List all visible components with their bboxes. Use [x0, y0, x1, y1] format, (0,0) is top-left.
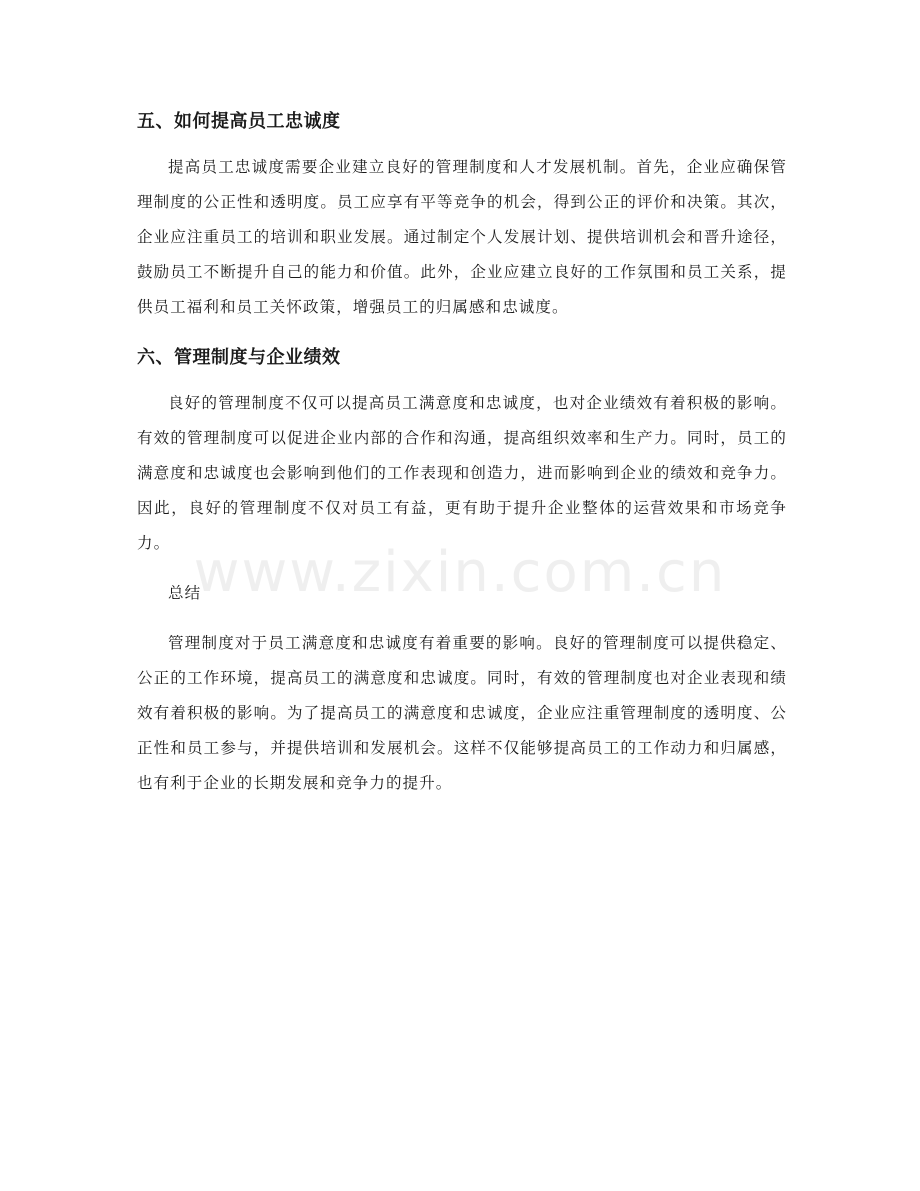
section-heading-performance: 六、管理制度与企业绩效	[137, 347, 341, 368]
section-paragraph-loyalty: 提高员工忠诚度需要企业建立良好的管理制度和人才发展机制。首先，企业应确保管理制度的公正性和透明度。员工应享有平等竞争的机会，得到公正的评价和决策。其次，企业应注重员工的培训和职业发展。通过制定个人发展计划、提供培训机会和晋升途径，鼓励员工不断提升自己的能力和价值。此外，企业应建立良好的工作氛围和员工关系，提供员工福利和员工关怀政策，增强员工的归属感和忠诚度。	[137, 158, 787, 316]
section-heading-loyalty: 五、如何提高员工忠诚度	[137, 111, 341, 132]
watermark: www.zixin.com.cn	[193, 540, 727, 605]
summary-label: 总结	[168, 584, 202, 602]
document-page	[137, 104, 787, 816]
section-paragraph-performance: 良好的管理制度不仅可以提高员工满意度和忠诚度，也对企业绩效有着积极的影响。有效的管理制度可以促进企业内部的合作和沟通，提高组织效率和生产力。同时，员工的满意度和忠诚度也会影响到他们的工作表现和创造力，进而影响到企业的绩效和竞争力。因此，良好的管理制度不仅对员工有益，更有助于提升企业整体的运营效果和市场竞争力。	[137, 394, 787, 552]
summary-paragraph: 管理制度对于员工满意度和忠诚度有着重要的影响。良好的管理制度可以提供稳定、公正的工作环境，提高员工的满意度和忠诚度。同时，有效的管理制度也对企业表现和绩效有着积极的影响。为了提高员工的满意度和忠诚度，企业应注重管理制度的透明度、公正性和员工参与，并提供培训和发展机会。这样不仅能够提高员工的工作动力和归属感，也有利于企业的长期发展和竞争力的提升。	[137, 634, 787, 792]
